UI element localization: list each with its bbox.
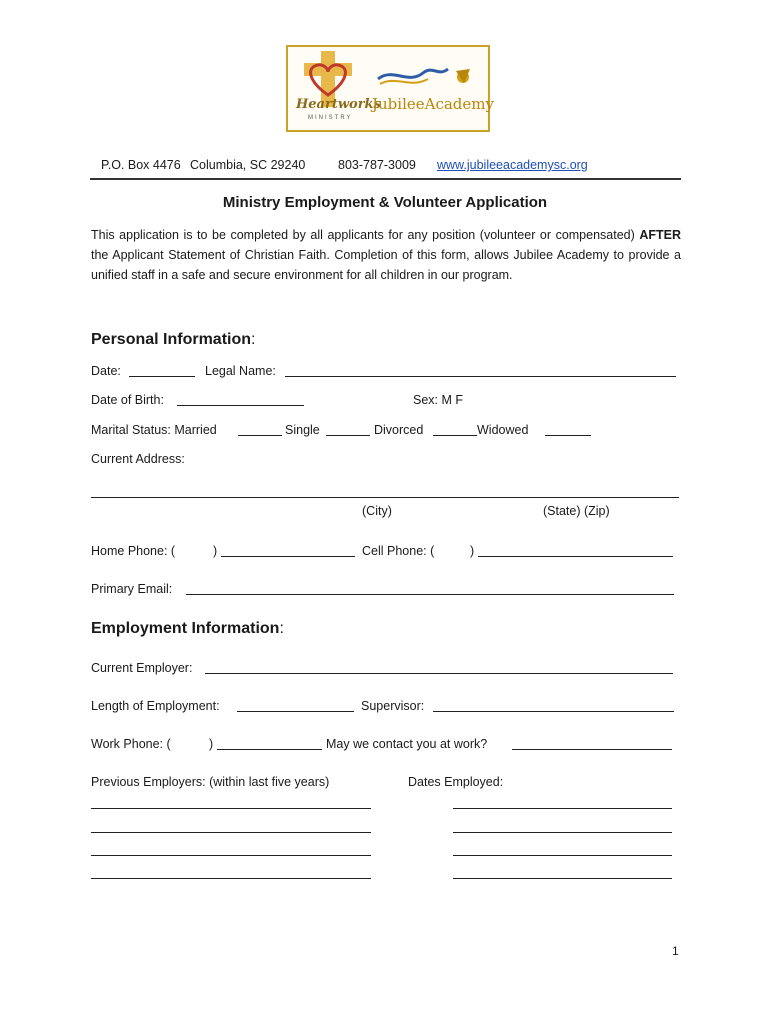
- ribbon-icon: [378, 69, 448, 79]
- current-address-label: Current Address:: [91, 452, 185, 466]
- header-divider: [90, 178, 681, 180]
- city-caption: (City): [362, 504, 392, 518]
- previous-employers-label: Previous Employers: (within last five years): [91, 775, 330, 789]
- city-state: Columbia, SC 29240: [190, 158, 306, 172]
- work-phone-field[interactable]: [217, 749, 322, 750]
- dates-employed-field[interactable]: [453, 878, 672, 879]
- work-phone-close-paren: ): [209, 737, 214, 751]
- single-field[interactable]: [326, 435, 370, 436]
- length-of-employment-field[interactable]: [237, 711, 354, 712]
- dob-field[interactable]: [177, 405, 304, 406]
- intro-paragraph: [91, 225, 681, 285]
- dates-employed-label: Dates Employed:: [408, 775, 504, 789]
- length-of-employment-label: Length of Employment:: [91, 699, 220, 713]
- previous-employer-field[interactable]: [91, 808, 371, 809]
- cell-phone-close-paren: ): [470, 544, 475, 558]
- legal-name-label: Legal Name:: [205, 364, 276, 378]
- cell-phone-label: Cell Phone: (: [362, 544, 435, 558]
- supervisor-field[interactable]: [433, 711, 674, 712]
- sex-options[interactable]: Sex: M F: [413, 393, 464, 407]
- state-zip-caption: (State) (Zip): [543, 504, 610, 518]
- dates-employed-field[interactable]: [453, 808, 672, 809]
- primary-email-label: Primary Email:: [91, 582, 173, 596]
- employment-heading-text: Employment Information: [91, 620, 280, 637]
- work-phone-label: Work Phone: (: [91, 737, 171, 751]
- intro-text-1: This application is to be completed by all applicants for any position (volunteer or compensated): [91, 228, 640, 242]
- personal-info-heading: [91, 331, 255, 349]
- home-phone-label: Home Phone: (: [91, 544, 176, 558]
- logo: [286, 45, 494, 132]
- dates-employed-field[interactable]: [453, 855, 672, 856]
- legal-name-field[interactable]: [285, 376, 676, 377]
- personal-heading-text: Personal Information: [91, 331, 252, 348]
- dob-label: Date of Birth:: [91, 393, 164, 407]
- page-number: 1: [672, 944, 679, 958]
- married-field[interactable]: [238, 435, 282, 436]
- date-label: Date:: [91, 364, 121, 378]
- contact-at-work-label: May we contact you at work?: [326, 737, 488, 751]
- home-phone-field[interactable]: [221, 556, 355, 557]
- page-title: Ministry Employment & Volunteer Application: [222, 194, 548, 211]
- phone-number: 803-787-3009: [338, 158, 416, 172]
- intro-text-2: the Applicant Statement of Christian Faith. Completion of this form, allows Jubilee Academy to provide a unified staff in a safe and secure environment for all children in our program.: [91, 248, 681, 282]
- cell-phone-field[interactable]: [478, 556, 673, 557]
- marital-widowed-label: Widowed: [477, 423, 529, 437]
- employment-info-heading: [91, 620, 284, 638]
- marital-married-label: Marital Status: Married: [91, 423, 217, 437]
- intro-bold: AFTER: [639, 228, 681, 242]
- previous-employer-field[interactable]: [91, 832, 371, 833]
- marital-single-label: Single: [285, 423, 320, 437]
- heartworks-wordmark: Heartworks: [296, 97, 381, 112]
- date-field[interactable]: [129, 376, 195, 377]
- current-employer-field[interactable]: [205, 673, 673, 674]
- dates-employed-field[interactable]: [453, 832, 672, 833]
- employment-heading-colon: :: [279, 620, 284, 637]
- marital-divorced-label: Divorced: [374, 423, 424, 437]
- current-employer-label: Current Employer:: [91, 661, 193, 675]
- po-box: P.O. Box 4476: [101, 158, 181, 172]
- previous-employer-field[interactable]: [91, 878, 371, 879]
- personal-heading-colon: :: [251, 331, 256, 348]
- supervisor-label: Supervisor:: [361, 699, 425, 713]
- jubilee-academy-wordmark: JubileeAcademy: [372, 95, 494, 113]
- contact-at-work-field[interactable]: [512, 749, 672, 750]
- widowed-field[interactable]: [545, 435, 591, 436]
- website-link[interactable]: www.jubileeacademysc.org: [437, 158, 588, 172]
- divorced-field[interactable]: [433, 435, 477, 436]
- home-phone-close-paren: ): [213, 544, 218, 558]
- ministry-wordmark: MINISTRY: [308, 115, 353, 121]
- previous-employer-field[interactable]: [91, 855, 371, 856]
- primary-email-field[interactable]: [186, 594, 674, 595]
- address-field[interactable]: [91, 497, 679, 498]
